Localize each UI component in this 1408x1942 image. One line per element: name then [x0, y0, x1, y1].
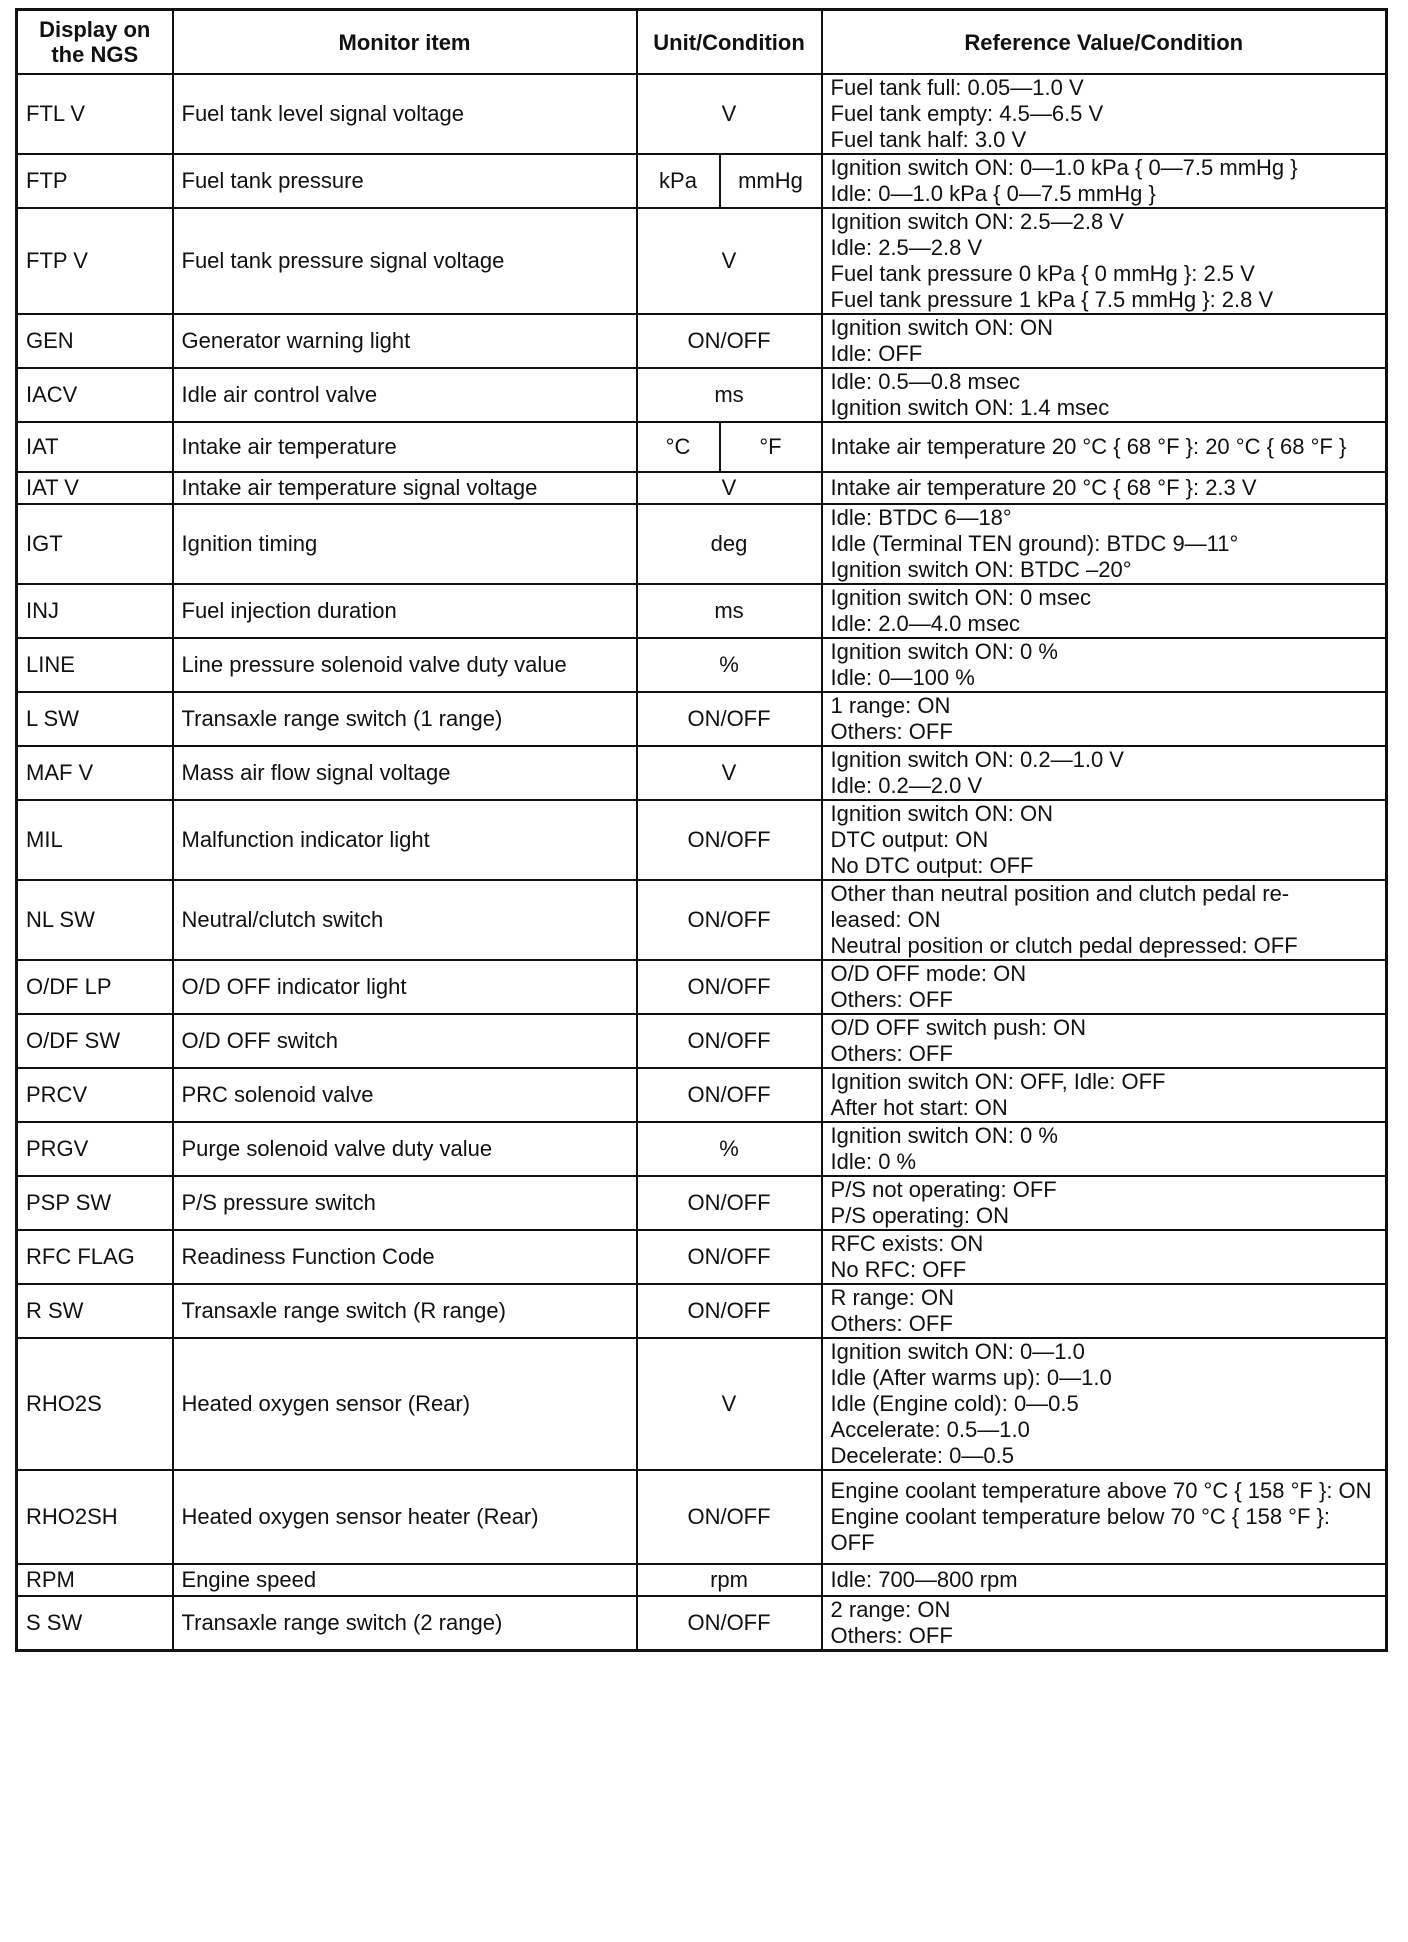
reference-line: After hot start: ON — [830, 1095, 1008, 1120]
monitor-item-cell: PRC solenoid valve — [173, 1068, 637, 1122]
reference-line: Others: OFF — [830, 987, 953, 1012]
monitor-item-cell: Purge solenoid valve duty value — [173, 1122, 637, 1176]
unit-cell: V — [637, 1338, 822, 1470]
reference-line: Idle: 0—1.0 kPa { 0—7.5 mmHg } — [830, 181, 1156, 206]
table-row — [17, 1068, 1387, 1122]
monitor-item-cell: O/D OFF switch — [173, 1014, 637, 1068]
unit-cell: ON/OFF — [637, 1284, 822, 1338]
reference-line: RFC exists: ON — [830, 1231, 984, 1256]
table-row — [17, 880, 1387, 960]
monitor-item-cell: Heated oxygen sensor (Rear) — [173, 1338, 637, 1470]
reference-line: Idle: 0 % — [830, 1149, 917, 1174]
display-code-cell: NL SW — [17, 880, 173, 960]
unit-cell: ms — [637, 584, 822, 638]
unit-cell: V — [637, 472, 822, 504]
reference-value-cell — [822, 1230, 1387, 1284]
unit-cell: ON/OFF — [637, 800, 822, 880]
monitor-item-cell: Intake air temperature — [173, 422, 637, 472]
table-row — [17, 1176, 1387, 1230]
reference-line: Idle: BTDC 6—18° — [830, 505, 1012, 530]
reference-line: Idle: 0.5—0.8 msec — [830, 369, 1021, 394]
reference-value-cell — [822, 960, 1387, 1014]
reference-line: Intake air temperature 20 °C { 68 °F }: 2.3 V — [830, 475, 1257, 500]
reference-line: Others: OFF — [830, 1041, 953, 1066]
display-code-cell: MAF V — [17, 746, 173, 800]
table-row — [17, 1470, 1387, 1564]
reference-line: Ignition switch ON: ON — [830, 801, 1054, 826]
display-code-cell: MIL — [17, 800, 173, 880]
unit-cell: ON/OFF — [637, 692, 822, 746]
reference-line: Other than neutral position and clutch pedal re- — [830, 881, 1290, 906]
display-code-cell: IACV — [17, 368, 173, 422]
reference-line: Engine coolant temperature below 70 °C { 158 °F }: OFF — [830, 1504, 1330, 1555]
reference-value-cell — [822, 1122, 1387, 1176]
display-code-cell: L SW — [17, 692, 173, 746]
reference-value-cell — [822, 880, 1387, 960]
table-row — [17, 314, 1387, 368]
reference-line: Idle: 700—800 rpm — [830, 1567, 1018, 1592]
reference-line: Idle (Engine cold): 0—0.5 — [830, 1391, 1079, 1416]
table-row — [17, 746, 1387, 800]
reference-line: O/D OFF switch push: ON — [830, 1015, 1087, 1040]
unit-cell: ON/OFF — [637, 314, 822, 368]
reference-value-cell — [822, 1596, 1387, 1651]
reference-line: Ignition switch ON: 0—1.0 kPa { 0—7.5 mmHg } — [830, 155, 1298, 180]
monitor-item-cell: Malfunction indicator light — [173, 800, 637, 880]
monitor-item-cell: Neutral/clutch switch — [173, 880, 637, 960]
header-monitor-item: Monitor item — [173, 10, 637, 75]
reference-line: Ignition switch ON: BTDC –20° — [830, 557, 1132, 582]
unit-cell: % — [637, 1122, 822, 1176]
reference-value-cell — [822, 1068, 1387, 1122]
monitor-item-cell: Transaxle range switch (R range) — [173, 1284, 637, 1338]
unit-cell: ON/OFF — [637, 880, 822, 960]
reference-value-cell — [822, 208, 1387, 314]
display-code-cell: O/DF LP — [17, 960, 173, 1014]
unit-cell: ON/OFF — [637, 1014, 822, 1068]
header-reference-value: Reference Value/Condition — [822, 10, 1387, 75]
monitor-item-cell: Line pressure solenoid valve duty value — [173, 638, 637, 692]
display-code-cell: RHO2S — [17, 1338, 173, 1470]
monitor-item-cell: Readiness Function Code — [173, 1230, 637, 1284]
reference-line: Fuel tank half: 3.0 V — [830, 127, 1027, 152]
reference-line: Fuel tank pressure 1 kPa { 7.5 mmHg }: 2.8 V — [830, 287, 1274, 312]
reference-line: O/D OFF mode: ON — [830, 961, 1027, 986]
unit-cell: ON/OFF — [637, 1176, 822, 1230]
table-row — [17, 1284, 1387, 1338]
monitor-item-cell: Heated oxygen sensor heater (Rear) — [173, 1470, 637, 1564]
reference-line: Accelerate: 0.5—1.0 — [830, 1417, 1030, 1442]
monitor-reference-table — [15, 8, 1388, 1652]
table-row — [17, 1338, 1387, 1470]
reference-line: P/S not operating: OFF — [830, 1177, 1057, 1202]
table-row — [17, 504, 1387, 584]
reference-line: No RFC: OFF — [830, 1257, 967, 1282]
table-row — [17, 422, 1387, 472]
reference-line: Decelerate: 0—0.5 — [830, 1443, 1014, 1468]
reference-value-cell — [822, 584, 1387, 638]
table-row — [17, 368, 1387, 422]
display-code-cell: R SW — [17, 1284, 173, 1338]
reference-value-cell — [822, 368, 1387, 422]
reference-line: Fuel tank pressure 0 kPa { 0 mmHg }: 2.5 V — [830, 261, 1255, 286]
table-row — [17, 1014, 1387, 1068]
reference-line: Idle (Terminal TEN ground): BTDC 9—11° — [830, 531, 1239, 556]
reference-value-cell — [822, 638, 1387, 692]
unit-cell: ON/OFF — [637, 1230, 822, 1284]
table-row — [17, 692, 1387, 746]
unit-cell: V — [637, 74, 822, 154]
monitor-item-cell: Ignition timing — [173, 504, 637, 584]
reference-line: Neutral position or clutch pedal depressed: OFF — [830, 933, 1298, 958]
unit-cell: rpm — [637, 1564, 822, 1596]
display-code-cell: S SW — [17, 1596, 173, 1651]
reference-line: Engine coolant temperature above 70 °C { 158 °F }: ON — [830, 1478, 1372, 1503]
unit-cell: deg — [637, 504, 822, 584]
display-code-cell: IAT — [17, 422, 173, 472]
display-code-cell: PRCV — [17, 1068, 173, 1122]
reference-line: Fuel tank empty: 4.5—6.5 V — [830, 101, 1104, 126]
table-row — [17, 472, 1387, 504]
display-code-cell: RFC FLAG — [17, 1230, 173, 1284]
reference-line: Idle: 0.2—2.0 V — [830, 773, 983, 798]
reference-line: P/S operating: ON — [830, 1203, 1010, 1228]
unit-metric-cell: °C — [637, 422, 720, 472]
display-code-cell: LINE — [17, 638, 173, 692]
reference-line: Intake air temperature 20 °C { 68 °F }: 20 °C { 68 °F } — [830, 434, 1347, 459]
unit-cell: V — [637, 208, 822, 314]
monitor-item-cell: Mass air flow signal voltage — [173, 746, 637, 800]
reference-line: 2 range: ON — [830, 1597, 951, 1622]
reference-line: Ignition switch ON: 0 msec — [830, 585, 1091, 610]
reference-value-cell — [822, 1470, 1387, 1564]
monitor-item-cell: Intake air temperature signal voltage — [173, 472, 637, 504]
monitor-item-cell: Idle air control valve — [173, 368, 637, 422]
reference-line: 1 range: ON — [830, 693, 951, 718]
reference-value-cell — [822, 472, 1387, 504]
monitor-item-cell: Fuel injection duration — [173, 584, 637, 638]
table-row — [17, 960, 1387, 1014]
monitor-item-cell: Fuel tank pressure signal voltage — [173, 208, 637, 314]
monitor-reference-table-container — [15, 8, 1385, 1652]
table-row — [17, 1596, 1387, 1651]
display-code-cell: RPM — [17, 1564, 173, 1596]
reference-line: Fuel tank full: 0.05—1.0 V — [830, 75, 1084, 100]
header-unit-condition: Unit/Condition — [637, 10, 822, 75]
unit-cell: ON/OFF — [637, 1470, 822, 1564]
display-code-cell: FTL V — [17, 74, 173, 154]
unit-cell: % — [637, 638, 822, 692]
unit-metric-cell: kPa — [637, 154, 720, 208]
reference-value-cell — [822, 1176, 1387, 1230]
table-row — [17, 800, 1387, 880]
monitor-item-cell: Generator warning light — [173, 314, 637, 368]
reference-line: Ignition switch ON: 2.5—2.8 V — [830, 209, 1124, 234]
unit-imperial-cell: mmHg — [720, 154, 822, 208]
reference-value-cell — [822, 1564, 1387, 1596]
unit-imperial-cell: °F — [720, 422, 822, 472]
reference-value-cell — [822, 800, 1387, 880]
table-row — [17, 1122, 1387, 1176]
reference-line: Others: OFF — [830, 1623, 953, 1648]
reference-value-cell — [822, 1014, 1387, 1068]
table-row — [17, 584, 1387, 638]
reference-line: Ignition switch ON: ON — [830, 315, 1054, 340]
reference-value-cell — [822, 746, 1387, 800]
table-row — [17, 638, 1387, 692]
monitor-item-cell: O/D OFF indicator light — [173, 960, 637, 1014]
reference-line: DTC output: ON — [830, 827, 989, 852]
reference-value-cell — [822, 422, 1387, 472]
monitor-item-cell: P/S pressure switch — [173, 1176, 637, 1230]
reference-value-cell — [822, 692, 1387, 746]
reference-value-cell — [822, 154, 1387, 208]
reference-line: Others: OFF — [830, 1311, 953, 1336]
reference-value-cell — [822, 314, 1387, 368]
reference-line: Idle: 2.5—2.8 V — [830, 235, 983, 260]
table-row — [17, 208, 1387, 314]
unit-cell: ON/OFF — [637, 1596, 822, 1651]
table-body — [17, 74, 1387, 1651]
monitor-item-cell: Fuel tank pressure — [173, 154, 637, 208]
reference-value-cell — [822, 1338, 1387, 1470]
table-header-row — [17, 10, 1387, 75]
display-code-cell: GEN — [17, 314, 173, 368]
reference-line: Ignition switch ON: 0 % — [830, 639, 1058, 664]
reference-line: Ignition switch ON: OFF, Idle: OFF — [830, 1069, 1166, 1094]
display-code-cell: FTP V — [17, 208, 173, 314]
reference-line: Idle: 2.0—4.0 msec — [830, 611, 1021, 636]
display-code-cell: RHO2SH — [17, 1470, 173, 1564]
unit-cell: V — [637, 746, 822, 800]
table-row — [17, 74, 1387, 154]
reference-line: Others: OFF — [830, 719, 953, 744]
reference-value-cell — [822, 74, 1387, 154]
reference-line: Ignition switch ON: 0—1.0 — [830, 1339, 1085, 1364]
monitor-item-cell: Engine speed — [173, 1564, 637, 1596]
display-code-cell: FTP — [17, 154, 173, 208]
reference-line: Ignition switch ON: 1.4 msec — [830, 395, 1110, 420]
reference-line: Ignition switch ON: 0.2—1.0 V — [830, 747, 1124, 772]
reference-value-cell — [822, 1284, 1387, 1338]
table-row — [17, 1230, 1387, 1284]
monitor-item-cell: Transaxle range switch (1 range) — [173, 692, 637, 746]
monitor-item-cell: Fuel tank level signal voltage — [173, 74, 637, 154]
reference-line: leased: ON — [830, 907, 941, 932]
display-code-cell: O/DF SW — [17, 1014, 173, 1068]
table-row — [17, 154, 1387, 208]
reference-line: Idle: 0—100 % — [830, 665, 975, 690]
reference-line: No DTC output: OFF — [830, 853, 1034, 878]
header-display-on-ngs: Display on the NGS — [17, 10, 173, 75]
unit-cell: ON/OFF — [637, 1068, 822, 1122]
table-row — [17, 1564, 1387, 1596]
reference-line: Idle: OFF — [830, 341, 923, 366]
display-code-cell: IAT V — [17, 472, 173, 504]
unit-cell: ms — [637, 368, 822, 422]
monitor-item-cell: Transaxle range switch (2 range) — [173, 1596, 637, 1651]
reference-line: Ignition switch ON: 0 % — [830, 1123, 1058, 1148]
display-code-cell: IGT — [17, 504, 173, 584]
reference-value-cell — [822, 504, 1387, 584]
reference-line: Idle (After warms up): 0—1.0 — [830, 1365, 1112, 1390]
unit-cell: ON/OFF — [637, 960, 822, 1014]
display-code-cell: INJ — [17, 584, 173, 638]
display-code-cell: PSP SW — [17, 1176, 173, 1230]
display-code-cell: PRGV — [17, 1122, 173, 1176]
reference-line: R range: ON — [830, 1285, 955, 1310]
